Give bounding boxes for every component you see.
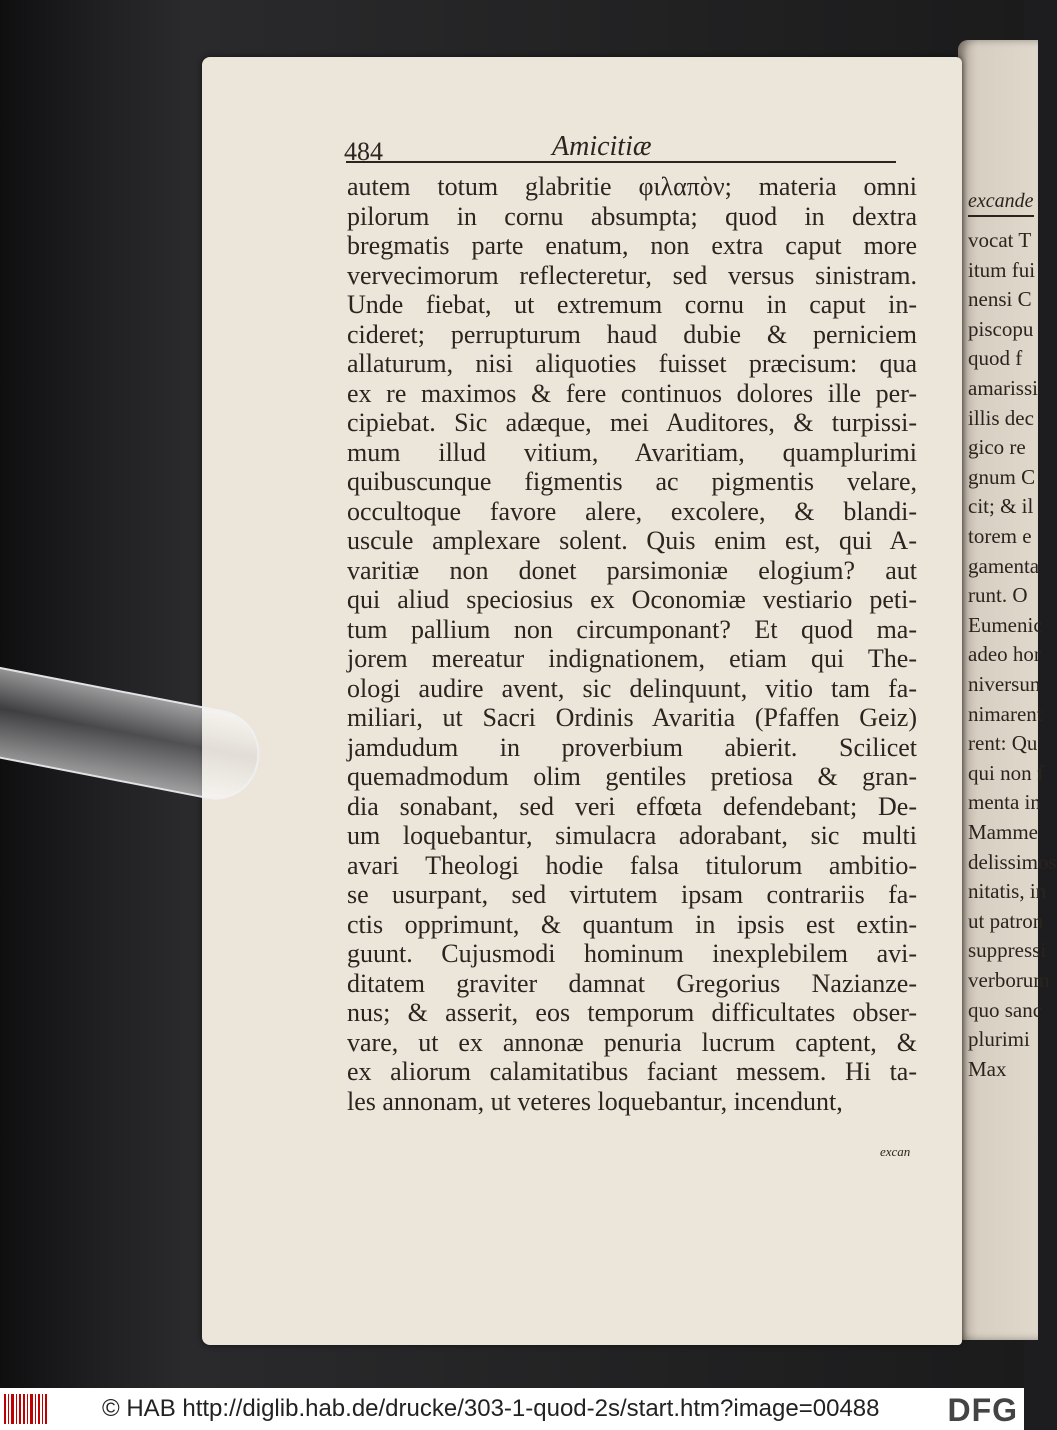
facing-text-line: niversun — [968, 672, 1041, 696]
text-line: jamdudum in proverbium abierit. Scilicet — [347, 732, 917, 762]
text-line: quemadmodum olim gentiles pretiosa & gran- — [347, 762, 917, 791]
running-head: Amicitiæ — [552, 131, 652, 162]
text-line: ctis opprimunt, & quantum in ipsis est extin- — [347, 909, 917, 939]
facing-text-line: plurimi — [968, 1027, 1030, 1052]
text-line: allaturum, nisi aliquoties fuisset præcisum: qua — [347, 349, 917, 378]
page-number: 484 — [344, 137, 383, 166]
text-line: qui aliud speciosius ex Oconomiæ vestiario peti- — [347, 585, 917, 614]
header-rule — [346, 161, 896, 163]
text-line: se usurpant, sed virtutem ipsam contrariis fa- — [347, 880, 917, 909]
text-line: ex re maximos & fere continuos dolores ille per- — [347, 378, 917, 408]
book-page — [202, 57, 962, 1345]
text-line: avari Theologi hodie falsa titulorum ambitio- — [347, 850, 917, 880]
facing-text-line: itum fui — [968, 257, 1036, 282]
text-line: vare, ut ex annonæ penuria lucrum captent, & — [347, 1027, 917, 1057]
text-line: tum pallium non circumponant? Et quod ma- — [347, 614, 917, 644]
text-line: bregmatis parte enatum, non extra caput more — [347, 231, 917, 260]
text-line: quibuscunque figmentis ac pigmentis velare, — [347, 467, 917, 496]
dfg-logo: DFG — [947, 1392, 1018, 1428]
facing-text-line: gico re — [968, 435, 1026, 460]
text-line: guunt. Cujusmodi hominum inexplebilem avi- — [347, 939, 917, 968]
facing-text-line: nimarent — [968, 701, 1043, 726]
text-line: varitiæ non donet parsimoniæ elogium? aut — [347, 555, 917, 585]
text-line: ologi audire avent, sic delinquunt, vitio tam fa- — [347, 673, 917, 703]
facing-text-line: suppressi — [968, 938, 1047, 963]
facing-text-line: Max — [968, 1056, 1007, 1081]
text-line: cideret; perrupturum haud dubie & perniciem — [347, 319, 917, 349]
facing-text-line: nensi C — [968, 287, 1032, 312]
text-line: mum illud vitium, Avaritiam, quamplurimi — [347, 437, 917, 467]
facing-text-line: torem e — [968, 524, 1032, 548]
text-line: um loquebantur, simulacra adorabant, sic multi — [347, 821, 917, 850]
catchword: excan — [880, 1144, 911, 1159]
facing-text-line: qui non f — [968, 760, 1044, 785]
text-line: dia sonabant, sed veri effœta defendebant; De- — [347, 791, 917, 821]
facing-text-line: cit; & il — [968, 494, 1034, 519]
text-line: pilorum in cornu absumpta; quod in dextra — [347, 201, 917, 231]
facing-text-line: gamenta — [968, 553, 1040, 578]
facing-page-fragment — [958, 40, 1057, 1340]
barcode-icon — [4, 1394, 48, 1424]
copyright-url-text[interactable]: © HAB http://diglib.hab.de/drucke/303-1-quod-2s/start.htm?image=00488 — [102, 1395, 880, 1422]
text-line: les annonam, ut veteres loquebantur, incendunt, — [347, 1086, 843, 1116]
text-line: vervecimorum reflecteretur, sed versus sinistram. — [347, 260, 917, 290]
footer-bar — [0, 1388, 1024, 1430]
facing-text-line: quod f — [968, 346, 1023, 371]
text-line: Unde fiebat, ut extremum cornu in caput in- — [347, 290, 917, 319]
body-text — [347, 172, 917, 1116]
facing-page-running-head: excande — [968, 190, 1034, 217]
facing-text-line: adeo hor — [968, 642, 1041, 667]
facing-text-line: Eumenic — [968, 612, 1043, 637]
facing-text-line: amarissi — [968, 376, 1038, 400]
facing-text-line: ut patron — [968, 908, 1044, 933]
facing-text-line: runt. O — [968, 583, 1028, 608]
facing-text-line: gnum C — [968, 464, 1036, 489]
facing-text-line: delissimos — [968, 849, 1057, 874]
facing-text-line: illis dec — [968, 405, 1034, 430]
text-line: autem totum glabritie φιλαπὸν; materia omni — [347, 172, 917, 201]
text-line: ex aliorum calamitatibus faciant messem. Hi ta- — [347, 1057, 917, 1086]
facing-text-line: piscopu — [968, 316, 1034, 341]
facing-text-line: verborum — [968, 968, 1050, 992]
text-line: uscule amplexare solent. Quis enim est, qui A- — [347, 526, 917, 555]
text-line: cipiebat. Sic adæque, mei Auditores, & turpissi- — [347, 408, 917, 437]
text-line: ditatem graviter damnat Gregorius Nazianze- — [347, 968, 917, 998]
facing-text-line: rent: Qu — [968, 731, 1038, 756]
text-line: occultoque favore alere, excolere, & blandi- — [347, 496, 917, 526]
facing-text-line: quo sanc — [968, 997, 1043, 1022]
facing-text-line: menta in — [968, 790, 1041, 815]
text-line: jorem mereatur indignationem, etiam qui The- — [347, 644, 917, 673]
facing-text-line: nitatis, in — [968, 879, 1047, 904]
text-line: miliari, ut Sacri Ordinis Avaritia (Pfaffen Geiz) — [347, 703, 917, 732]
facing-text-line: Mamme — [968, 820, 1038, 844]
facing-text-line: vocat T — [968, 228, 1032, 252]
text-line: nus; & asserit, eos temporum difficultates obser- — [347, 998, 917, 1027]
